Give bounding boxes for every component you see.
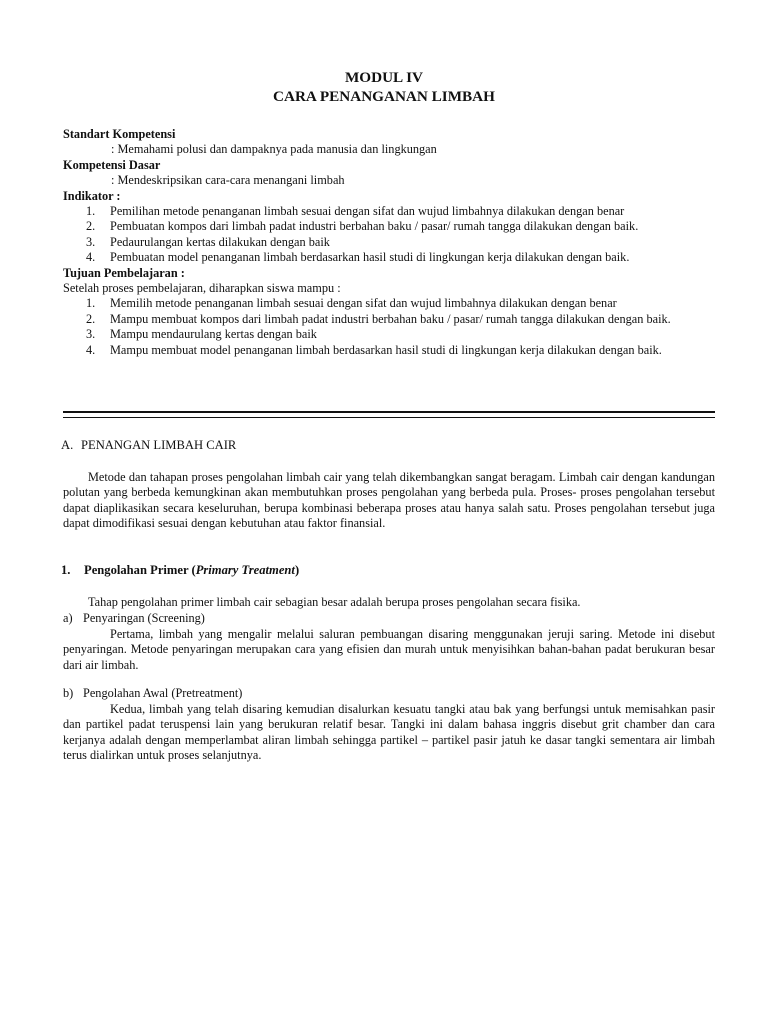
sub-b-paragraph: Kedua, limbah yang telah disaring kemudian disalurkan kesuatu tangki atau bak yang berfungsi untuk memisahkan pasir dan partikel padat teruspensi lain yang berukuran relatif besar. Tangki ini dalam bahasa inggris disebut grit chamber dan cara kerjanya adalah dengan memperlambat aliran limbah sehingga partikel – partikel pasir jatuh ke dasar tangki sementara air limbah terus dialirkan untuk proses selanjutnya.	[63, 702, 715, 763]
sub-1-title-italic: Primary Treatment	[195, 563, 295, 577]
list-item: 1. Memilih metode penanganan limbah sesuai dengan sifat dan wujud limbahnya dilakukan dengan benar	[86, 296, 617, 311]
module-title: MODUL IV	[344, 69, 424, 86]
kompetensi-label: Kompetensi Dasar	[63, 157, 161, 172]
list-item: 3. Mampu mendaurulang kertas dengan baik	[86, 327, 317, 342]
indikator-list	[63, 204, 715, 266]
tujuan-list	[63, 296, 715, 358]
section-a-heading	[61, 438, 236, 453]
module-subtitle: CARA PENANGANAN LIMBAH	[273, 88, 495, 105]
sub-a-paragraph: Pertama, limbah yang mengalir melalui saluran pembuangan disaring menggunakan jeruji saring. Metode ini disebut penyaringan. Metode penyaringan merupakan cara yang efisien dan murah untuk menyisihkan bahan-bahan padat berukuran besar dari air limbah.	[63, 627, 715, 672]
list-item: 2. Mampu membuat kompos dari limbah padat industri berbahan baku / pasar/ rumah tangga dilakukan dengan baik.	[86, 311, 671, 326]
sub-b-title: Pengolahan Awal (Pretreatment)	[83, 686, 243, 700]
tujuan-label: Tujuan Pembelajaran :	[63, 265, 185, 280]
indikator-label: Indikator :	[63, 188, 121, 203]
list-item: 4. Mampu membuat model penanganan limbah berdasarkan hasil studi di lingkungan kerja dilakukan dengan baik.	[86, 342, 662, 357]
sub-1-intro: Tahap pengolahan primer limbah cair sebagian besar adalah berupa proses pengolahan secara fisika.	[88, 595, 581, 609]
list-item: 2. Pembuatan kompos dari limbah padat industri berbahan baku / pasar/ rumah tangga dilakukan dengan baik.	[86, 219, 639, 234]
section-a-paragraph: Metode dan tahapan proses pengolahan limbah cair yang telah dikembangkan sangat beragam. Limbah cair dengan kandungan polutan yang berbeda kemungkinan akan membutuhkan proses pengolahan yang berbeda pula. Proses- proses pengolahan tersebut dapat diaplikasikan secara keseluruhan, berupa kombinasi beberapa proses atau hanya salah satu. Proses pengolahan tersebut juga dapat dimodifikasi sesuai dengan kebutuhan atau faktor finansial.	[63, 470, 715, 531]
standart-label: Standart Kompetensi	[63, 127, 176, 141]
list-item: 1. Pemilihan metode penanganan limbah sesuai dengan sifat dan wujud limbahnya dilakukan dengan benar	[86, 204, 625, 219]
tujuan-intro: Setelah proses pembelajaran, diharapkan siswa mampu :	[63, 281, 341, 296]
kompetensi-text: : Mendeskripsikan cara-cara menangani limbah	[111, 173, 345, 188]
sub-b-heading: b) Pengolahan Awal (Pretreatment)	[63, 686, 243, 700]
list-item: 4. Pembuatan model penanganan limbah berdasarkan hasil studi di lingkungan kerja dilakukan dengan baik.	[86, 250, 630, 265]
sub-1-number: 1.	[61, 563, 71, 577]
divider-thin	[63, 417, 715, 418]
standart-text: : Memahami polusi dan dampaknya pada manusia dan lingkungan	[111, 142, 437, 157]
sub-a-heading: a) Penyaringan (Screening)	[63, 611, 205, 625]
sub-a-title: Penyaringan (Screening)	[83, 611, 205, 625]
divider-thick	[63, 411, 715, 413]
sub-1-heading: 1. Pengolahan Primer (Primary Treatment)	[61, 563, 300, 577]
section-a-title: PENANGAN LIMBAH CAIR	[81, 438, 237, 452]
section-a-letter: A.	[61, 438, 74, 452]
list-item: 3. Pedaurulangan kertas dilakukan dengan baik	[86, 234, 330, 249]
competency-block	[63, 127, 715, 358]
